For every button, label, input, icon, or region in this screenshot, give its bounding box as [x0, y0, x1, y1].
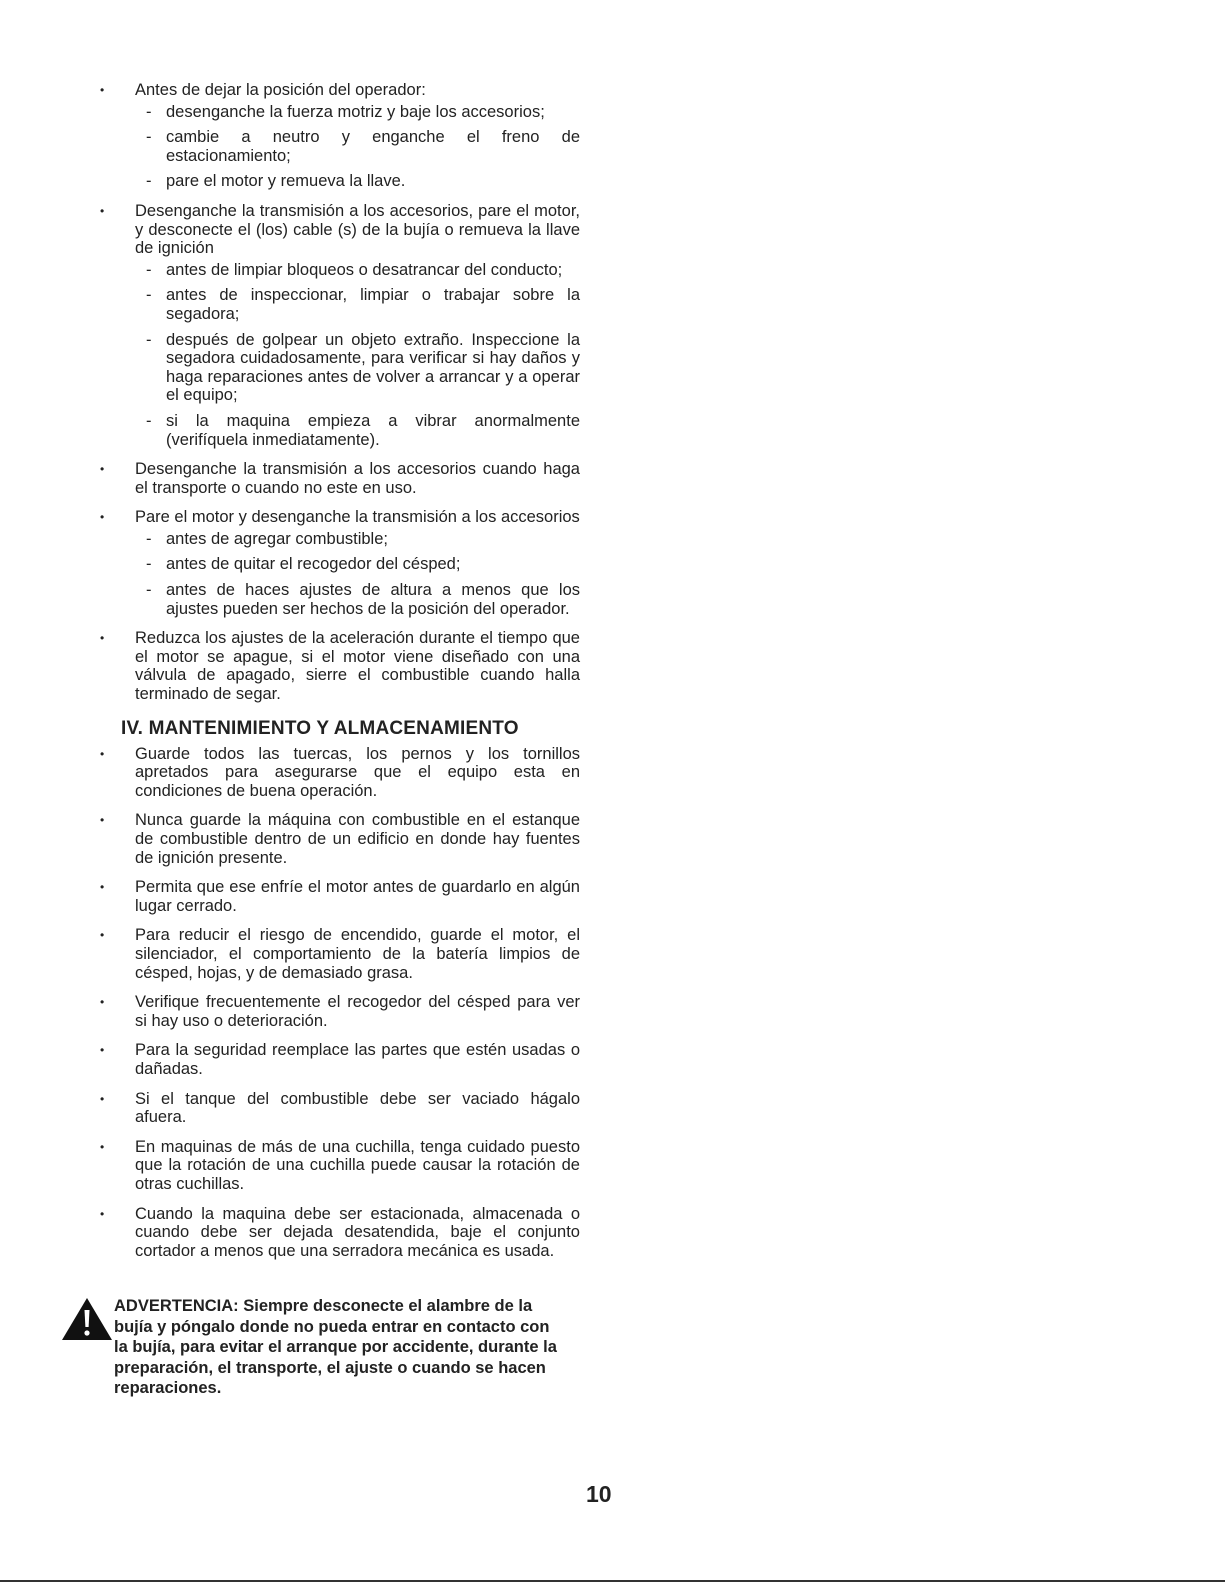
- list-item: • Para reducir el riesgo de encendido, guarde el motor, el silenciador, el comportamiento de la batería limpios de césped, hojas, y de demasiado grasa.: [100, 926, 580, 982]
- list-item: • Guarde todos las tuercas, los pernos y los tornillos apretados para asegurarse que el equipo esta en condiciones de buena operación.: [100, 745, 580, 801]
- list-item: [100, 508, 580, 618]
- item-text: Reduzca los ajustes de la aceleración durante el tiempo que el motor se apague, si el motor viene diseñado con una válvula de apagado, sierre el combustible cuando halla terminado de segar.: [135, 629, 580, 704]
- warning-message: Siempre desconecte el alambre de la bujía y póngalo donde no pueda entrar en contacto con la bujía, para evitar el arranque por accidente, durante la preparación, el transporte, el ajuste o cuando se hacen reparaciones.: [114, 1297, 557, 1397]
- section-heading: IV. MANTENIMIENTO Y ALMACENAMIENTO: [121, 717, 519, 739]
- sub-item: - después de golpear un objeto extraño. Inspeccione la segadora cuidadosamente, para verificar si hay daños y haga reparaciones antes de volver a arrancar y a operar el equipo;: [135, 331, 580, 405]
- list-item: [100, 202, 580, 449]
- warning-box: [60, 1296, 560, 1399]
- item-text: Desenganche la transmisión a los accesorios cuando haga el transporte o cuando no este en uso.: [135, 460, 580, 497]
- warning-text: [60, 1296, 560, 1399]
- list-item: • Nunca guarde la máquina con combustible en el estanque de combustible dentro de un edificio en donde hay fuentes de ignición presente.: [100, 811, 580, 867]
- list-item: • Si el tanque del combustible debe ser vaciado hágalo afuera.: [100, 1090, 580, 1127]
- warning-label: ADVERTENCIA:: [114, 1297, 239, 1315]
- sub-item: - antes de haces ajustes de altura a menos que los ajustes pueden ser hechos de la posición del operador.: [135, 581, 580, 618]
- list-item: • En maquinas de más de una cuchilla, tenga cuidado puesto que la rotación de una cuchilla puede causar la rotación de otras cuchillas.: [100, 1138, 580, 1194]
- safety-list: [100, 81, 580, 704]
- sub-item: - antes de inspeccionar, limpiar o trabajar sobre la segadora;: [135, 286, 580, 323]
- sub-list: [135, 530, 580, 618]
- sub-item: - antes de quitar el recogedor del césped;: [135, 555, 580, 574]
- sub-item: - si la maquina empieza a vibrar anormalmente (verifíquela inmediatamente).: [135, 412, 580, 449]
- sub-list: [135, 103, 580, 191]
- list-item: [100, 460, 580, 497]
- item-text: Desenganche la transmisión a los accesorios, pare el motor, y desconecte el (los) cable (s) de la bujía o remueva la llave de ignición: [135, 201, 580, 258]
- sub-item: - cambie a neutro y enganche el freno de estacionamiento;: [135, 128, 580, 165]
- list-item: [100, 629, 580, 703]
- list-item: • Cuando la maquina debe ser estacionada, almacenada o cuando debe ser dejada desatendida, baje el conjunto cortador a menos que una serradora mecánica es usada.: [100, 1205, 580, 1261]
- sub-item: - desenganche la fuerza motriz y baje los accesorios;: [135, 103, 580, 122]
- list-item: • Permita que ese enfríe el motor antes de guardarlo en algún lugar cerrado.: [100, 878, 580, 915]
- list-item: [100, 81, 580, 191]
- sub-item: - antes de agregar combustible;: [135, 530, 580, 549]
- list-item: • Para la seguridad reemplace las partes que estén usadas o dañadas.: [100, 1041, 580, 1078]
- sub-list: [135, 261, 580, 449]
- item-text: Antes de dejar la posición del operador:: [135, 81, 426, 99]
- list-item: • Verifique frecuentemente el recogedor del césped para ver si hay uso o deterioración.: [100, 993, 580, 1030]
- text-column: [100, 81, 580, 1271]
- bottom-rule: [0, 1580, 1225, 1582]
- sub-item: - pare el motor y remueva la llave.: [135, 172, 580, 191]
- sub-item: - antes de limpiar bloqueos o desatrancar del conducto;: [135, 261, 580, 280]
- page-number: 10: [586, 1481, 612, 1507]
- warning-triangle-icon: [60, 1296, 114, 1342]
- maintenance-list: [100, 745, 580, 1261]
- item-text: Pare el motor y desenganche la transmisión a los accesorios: [135, 508, 580, 527]
